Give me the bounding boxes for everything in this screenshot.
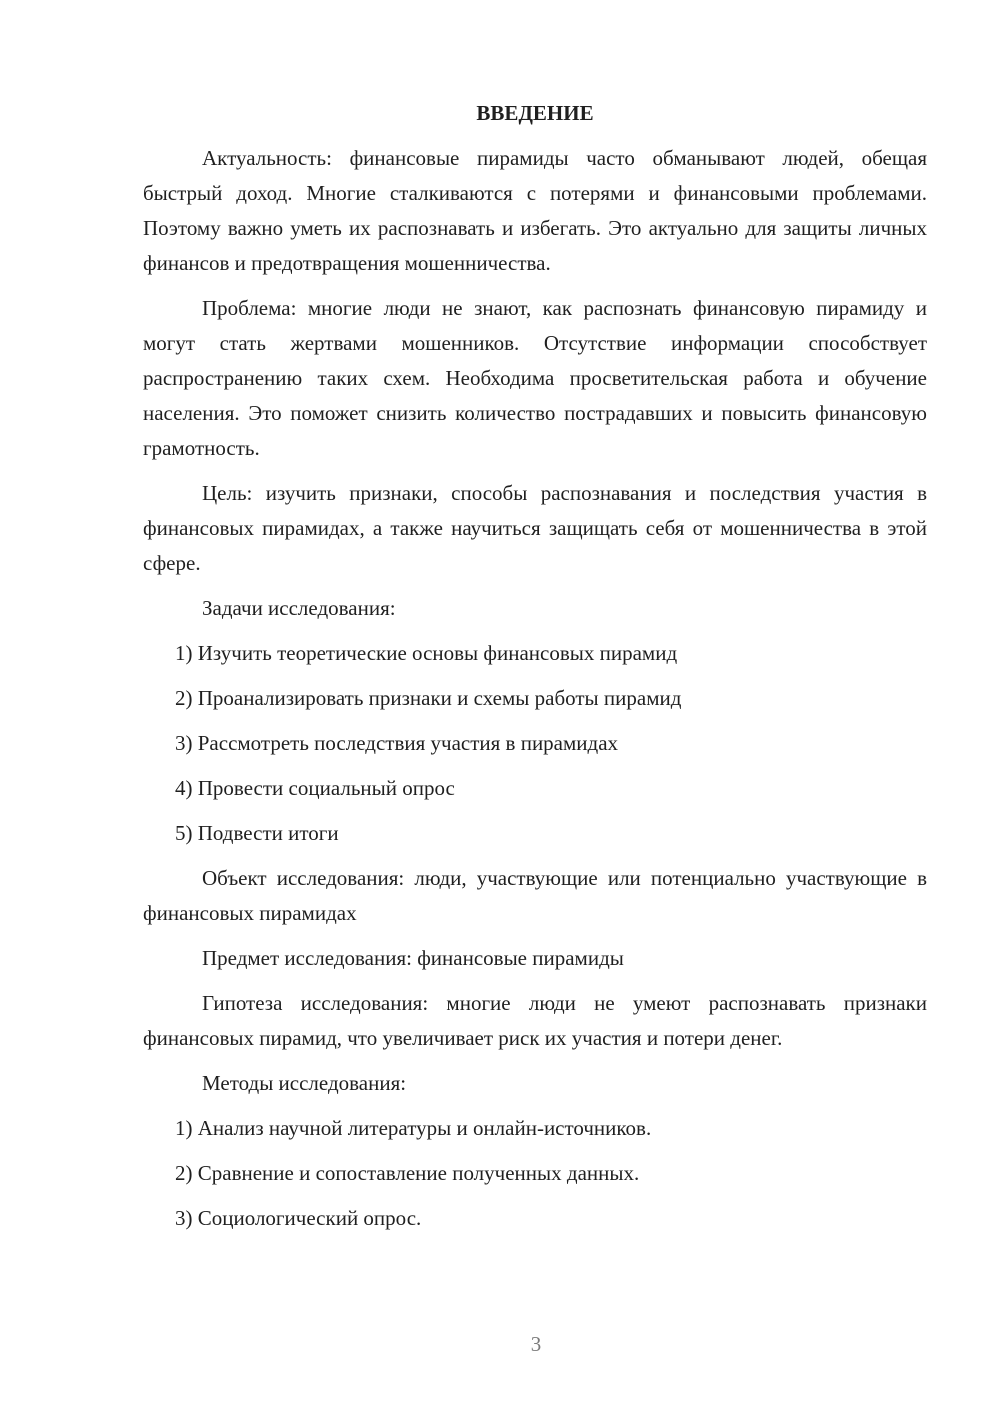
- tasks-heading: Задачи исследования:: [202, 596, 396, 620]
- list-item: 1) Анализ научной литературы и онлайн-источников.: [175, 1116, 652, 1140]
- subject-paragraph: Предмет исследования: финансовые пирамиды: [202, 946, 624, 970]
- methods-heading: Методы исследования:: [202, 1071, 407, 1095]
- problem-paragraph: Проблема: многие люди не знают, как распознать финансовую пирамиду и могут стать жертвами мошенников. Отсутствие информации способствует распространению таких схем. Необходима просветительская работа и обучение населения. Это поможет снизить количество пострадавших и повысить финансовую грамотность.: [143, 296, 927, 460]
- list-item: 1) Изучить теоретические основы финансовых пирамид: [175, 641, 678, 665]
- page-title: ВВЕДЕНИЕ: [476, 101, 594, 125]
- list-item: 5) Подвести итоги: [175, 821, 339, 845]
- goal-paragraph: Цель: изучить признаки, способы распознавания и последствия участия в финансовых пирамидах, а также научиться защищать себя от мошенничества в этой сфере.: [143, 481, 927, 575]
- relevance-paragraph: Актуальность: финансовые пирамиды часто обманывают людей, обещая быстрый доход. Многие сталкиваются с потерями и финансовыми проблемами. Поэтому важно уметь их распознавать и избегать. Это актуально для защиты личных финансов и предотвращения мошенничества.: [143, 146, 927, 275]
- methods-list: [143, 1111, 927, 1236]
- object-paragraph: Объект исследования: люди, участвующие или потенциально участвующие в финансовых пирамидах: [143, 866, 927, 925]
- list-item: 2) Проанализировать признаки и схемы работы пирамид: [175, 686, 682, 710]
- document-page: [143, 96, 927, 1246]
- list-item: 3) Социологический опрос.: [175, 1206, 422, 1230]
- page-number: 3: [530, 1332, 542, 1356]
- list-item: 4) Провести социальный опрос: [175, 776, 455, 800]
- hypothesis-paragraph: Гипотеза исследования: многие люди не умеют распознавать признаки финансовых пирамид, что увеличивает риск их участия и потери денег.: [143, 991, 927, 1050]
- list-item: 3) Рассмотреть последствия участия в пирамидах: [175, 731, 619, 755]
- list-item: 2) Сравнение и сопоставление полученных данных.: [175, 1161, 640, 1185]
- tasks-list: [143, 636, 927, 851]
